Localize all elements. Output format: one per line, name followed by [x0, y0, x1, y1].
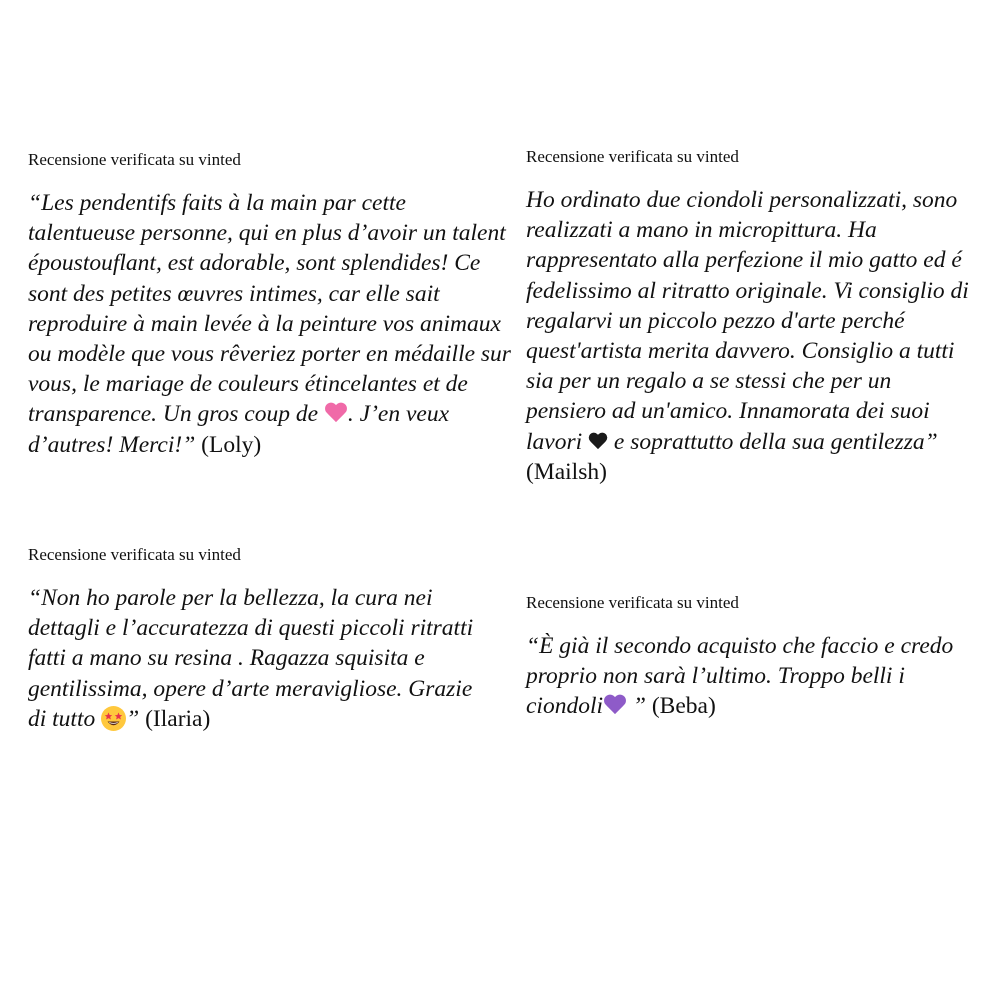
review-source-label: Recensione verificata su vinted [526, 147, 739, 166]
review-quote-part: “Les pendentifs faits à la main par cette talentueuse personne, qui en plus d’avoir un talent époustouflant, est adorable, sont splendides! Ce sont des petites œuvres intimes, car elle sait reproduire à main levée à la peinture vos animaux ou modèle que vous rêveriez porter en médaille sur vous, le mariage de couleurs étincelantes et de transparence. Un gros coup de [28, 190, 511, 428]
review-quote-part: “Non ho parole per la bellezza, la cura nei dettagli e l’accuratezza di questi piccoli ritratti fatti a mano su resina . Ragazza squisita e gentilissima, opere d’arte meravigliose. Grazie di tutto [28, 585, 474, 732]
review-quote-part: e soprattutto della sua gentilezza” [608, 428, 938, 455]
review-author: (Beba) [651, 693, 716, 720]
review-card-mailsh [526, 147, 976, 487]
review-source-label: Recensione verificata su vinted [526, 593, 739, 612]
review-quote-part: Ho ordinato due ciondoli personalizzati, sono realizzati a mano in micropittura. Ha rappresentato alla perfezione il mio gatto ed é fedelissimo al ritratto originale. Vi consiglio di regalarvi un piccolo pezzo d'arte perché quest'artista merita davvero. Consiglio a tutti sia per un regalo a se stessi che per un pensiero ad un'amico. Innamorata dei suoi lavori [526, 187, 969, 455]
review-card-beba [526, 593, 971, 722]
review-quote-part: “È già il secondo acquisto che faccio e credo proprio non sarà l’ultimo. Troppo belli i ciondoli [526, 633, 954, 720]
review-quote-part: . J’en veux d’autres! Merci!” [28, 401, 449, 458]
review-quote-part: ” [627, 693, 646, 720]
review-text [28, 188, 513, 460]
review-author: (Mailsh) [526, 458, 607, 485]
review-author: (Ilaria) [145, 705, 211, 732]
review-text [526, 631, 971, 722]
review-quote-part: ” [126, 705, 140, 732]
review-source-label: Recensione verificata su vinted [28, 545, 241, 564]
review-text [526, 185, 976, 487]
review-source-label: Recensione verificata su vinted [28, 150, 241, 169]
purple-heart-icon [603, 693, 627, 717]
pink-heart-icon [324, 401, 348, 425]
star-struck-face-icon [101, 706, 126, 731]
review-text [28, 583, 488, 734]
review-author: (Loly) [201, 431, 262, 458]
review-card-loly [28, 150, 513, 460]
black-heart-icon [588, 431, 608, 451]
review-card-ilaria [28, 545, 488, 734]
